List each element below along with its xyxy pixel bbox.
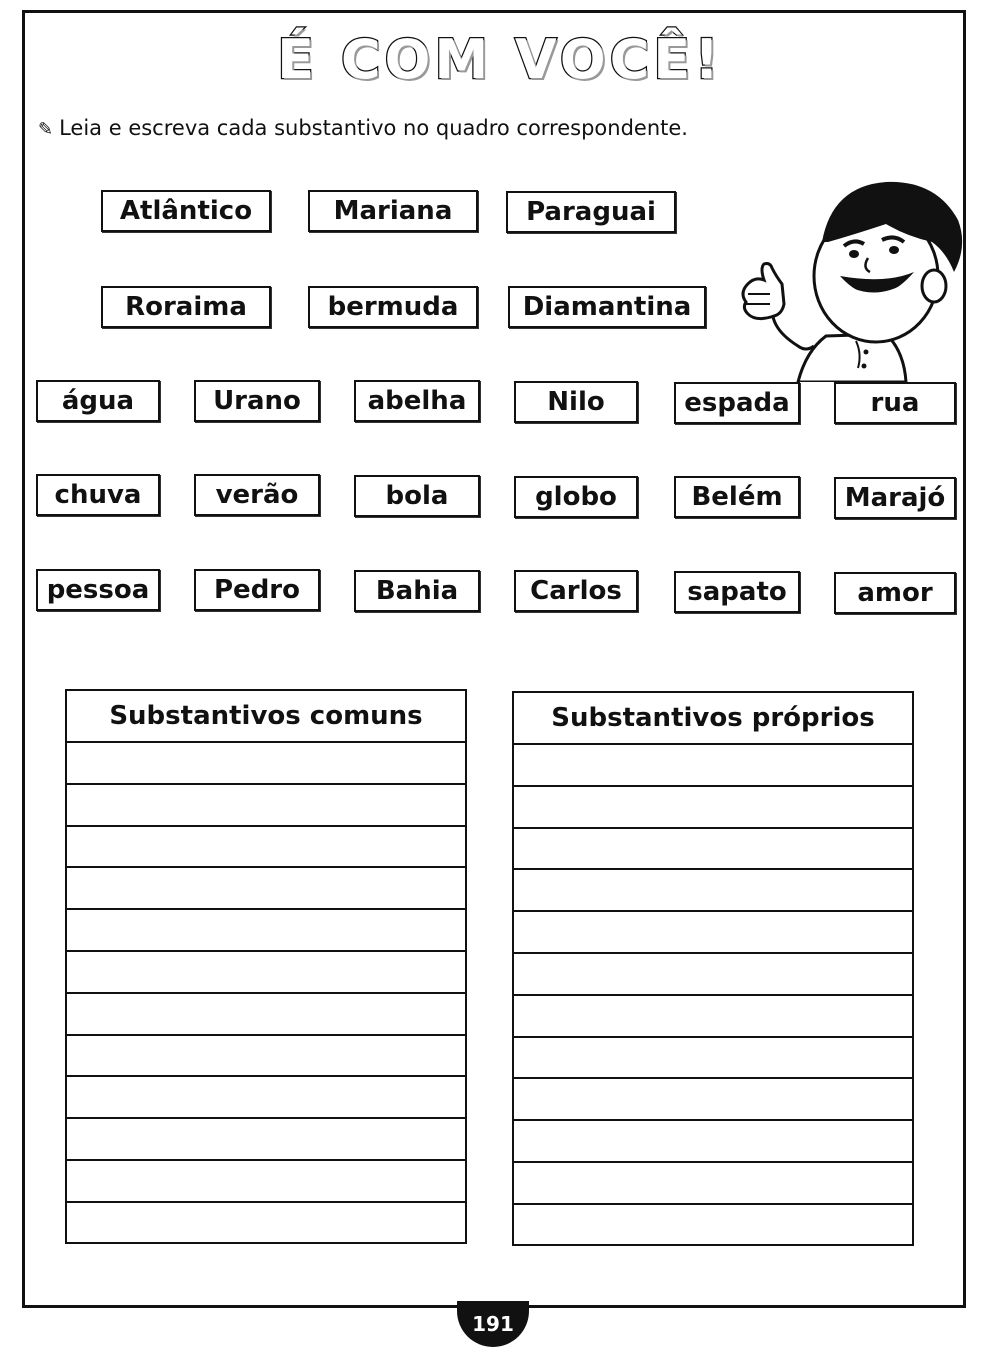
word-card[interactable]: Diamantina — [508, 286, 706, 328]
answer-line[interactable] — [67, 910, 465, 952]
answer-line[interactable] — [514, 787, 912, 829]
word-card[interactable]: rua — [834, 382, 956, 424]
word-card[interactable]: Urano — [194, 380, 320, 422]
word-card[interactable]: espada — [674, 382, 800, 424]
answer-line[interactable] — [514, 829, 912, 871]
answer-line[interactable] — [514, 912, 912, 954]
answer-line[interactable] — [514, 1205, 912, 1247]
common-nouns-table — [65, 689, 467, 1244]
word-card[interactable]: Pedro — [194, 569, 320, 611]
answer-line[interactable] — [67, 1077, 465, 1119]
answer-line[interactable] — [67, 785, 465, 827]
answer-line[interactable] — [67, 1203, 465, 1245]
answer-line[interactable] — [67, 952, 465, 994]
word-card[interactable]: Atlântico — [101, 190, 271, 232]
word-card[interactable]: abelha — [354, 380, 480, 422]
word-card[interactable]: Bahia — [354, 570, 480, 612]
answer-line[interactable] — [67, 994, 465, 1036]
word-card[interactable]: Roraima — [101, 286, 271, 328]
answer-line[interactable] — [514, 996, 912, 1038]
answer-line[interactable] — [67, 1119, 465, 1161]
answer-line[interactable] — [514, 745, 912, 787]
page-number: 191 — [457, 1301, 529, 1347]
answer-line[interactable] — [514, 1038, 912, 1080]
word-card[interactable]: verão — [194, 474, 320, 516]
answer-line[interactable] — [67, 1036, 465, 1078]
word-card[interactable]: Nilo — [514, 381, 638, 423]
word-card[interactable]: bola — [354, 475, 480, 517]
word-card[interactable]: amor — [834, 572, 956, 614]
answer-line[interactable] — [514, 1121, 912, 1163]
word-card[interactable]: globo — [514, 476, 638, 518]
answer-line[interactable] — [514, 870, 912, 912]
word-card[interactable]: Mariana — [308, 190, 478, 232]
answer-line[interactable] — [514, 1163, 912, 1205]
instruction-text: Leia e escreva cada substantivo no quadro correspondente. — [59, 116, 688, 140]
proper-nouns-table — [512, 691, 914, 1246]
word-card[interactable]: água — [36, 380, 160, 422]
word-card[interactable]: bermuda — [308, 286, 478, 328]
answer-line[interactable] — [67, 868, 465, 910]
proper-nouns-header: Substantivos próprios — [514, 693, 912, 745]
word-card[interactable]: chuva — [36, 474, 160, 516]
word-card[interactable]: Paraguai — [506, 191, 676, 233]
word-card[interactable]: Belém — [674, 476, 800, 518]
word-card[interactable]: Carlos — [514, 570, 638, 612]
answer-line[interactable] — [67, 743, 465, 785]
word-card[interactable]: sapato — [674, 571, 800, 613]
instruction — [38, 116, 688, 140]
page-title: É COM VOCÊ! — [277, 28, 723, 91]
word-card[interactable]: pessoa — [36, 569, 160, 611]
boy-thumbs-up-illustration — [736, 176, 966, 382]
common-nouns-header: Substantivos comuns — [67, 691, 465, 743]
word-card[interactable]: Marajó — [834, 477, 956, 519]
answer-line[interactable] — [514, 1079, 912, 1121]
answer-line[interactable] — [514, 954, 912, 996]
pencil-icon: ✎ — [38, 119, 54, 140]
answer-line[interactable] — [67, 1161, 465, 1203]
answer-line[interactable] — [67, 827, 465, 869]
